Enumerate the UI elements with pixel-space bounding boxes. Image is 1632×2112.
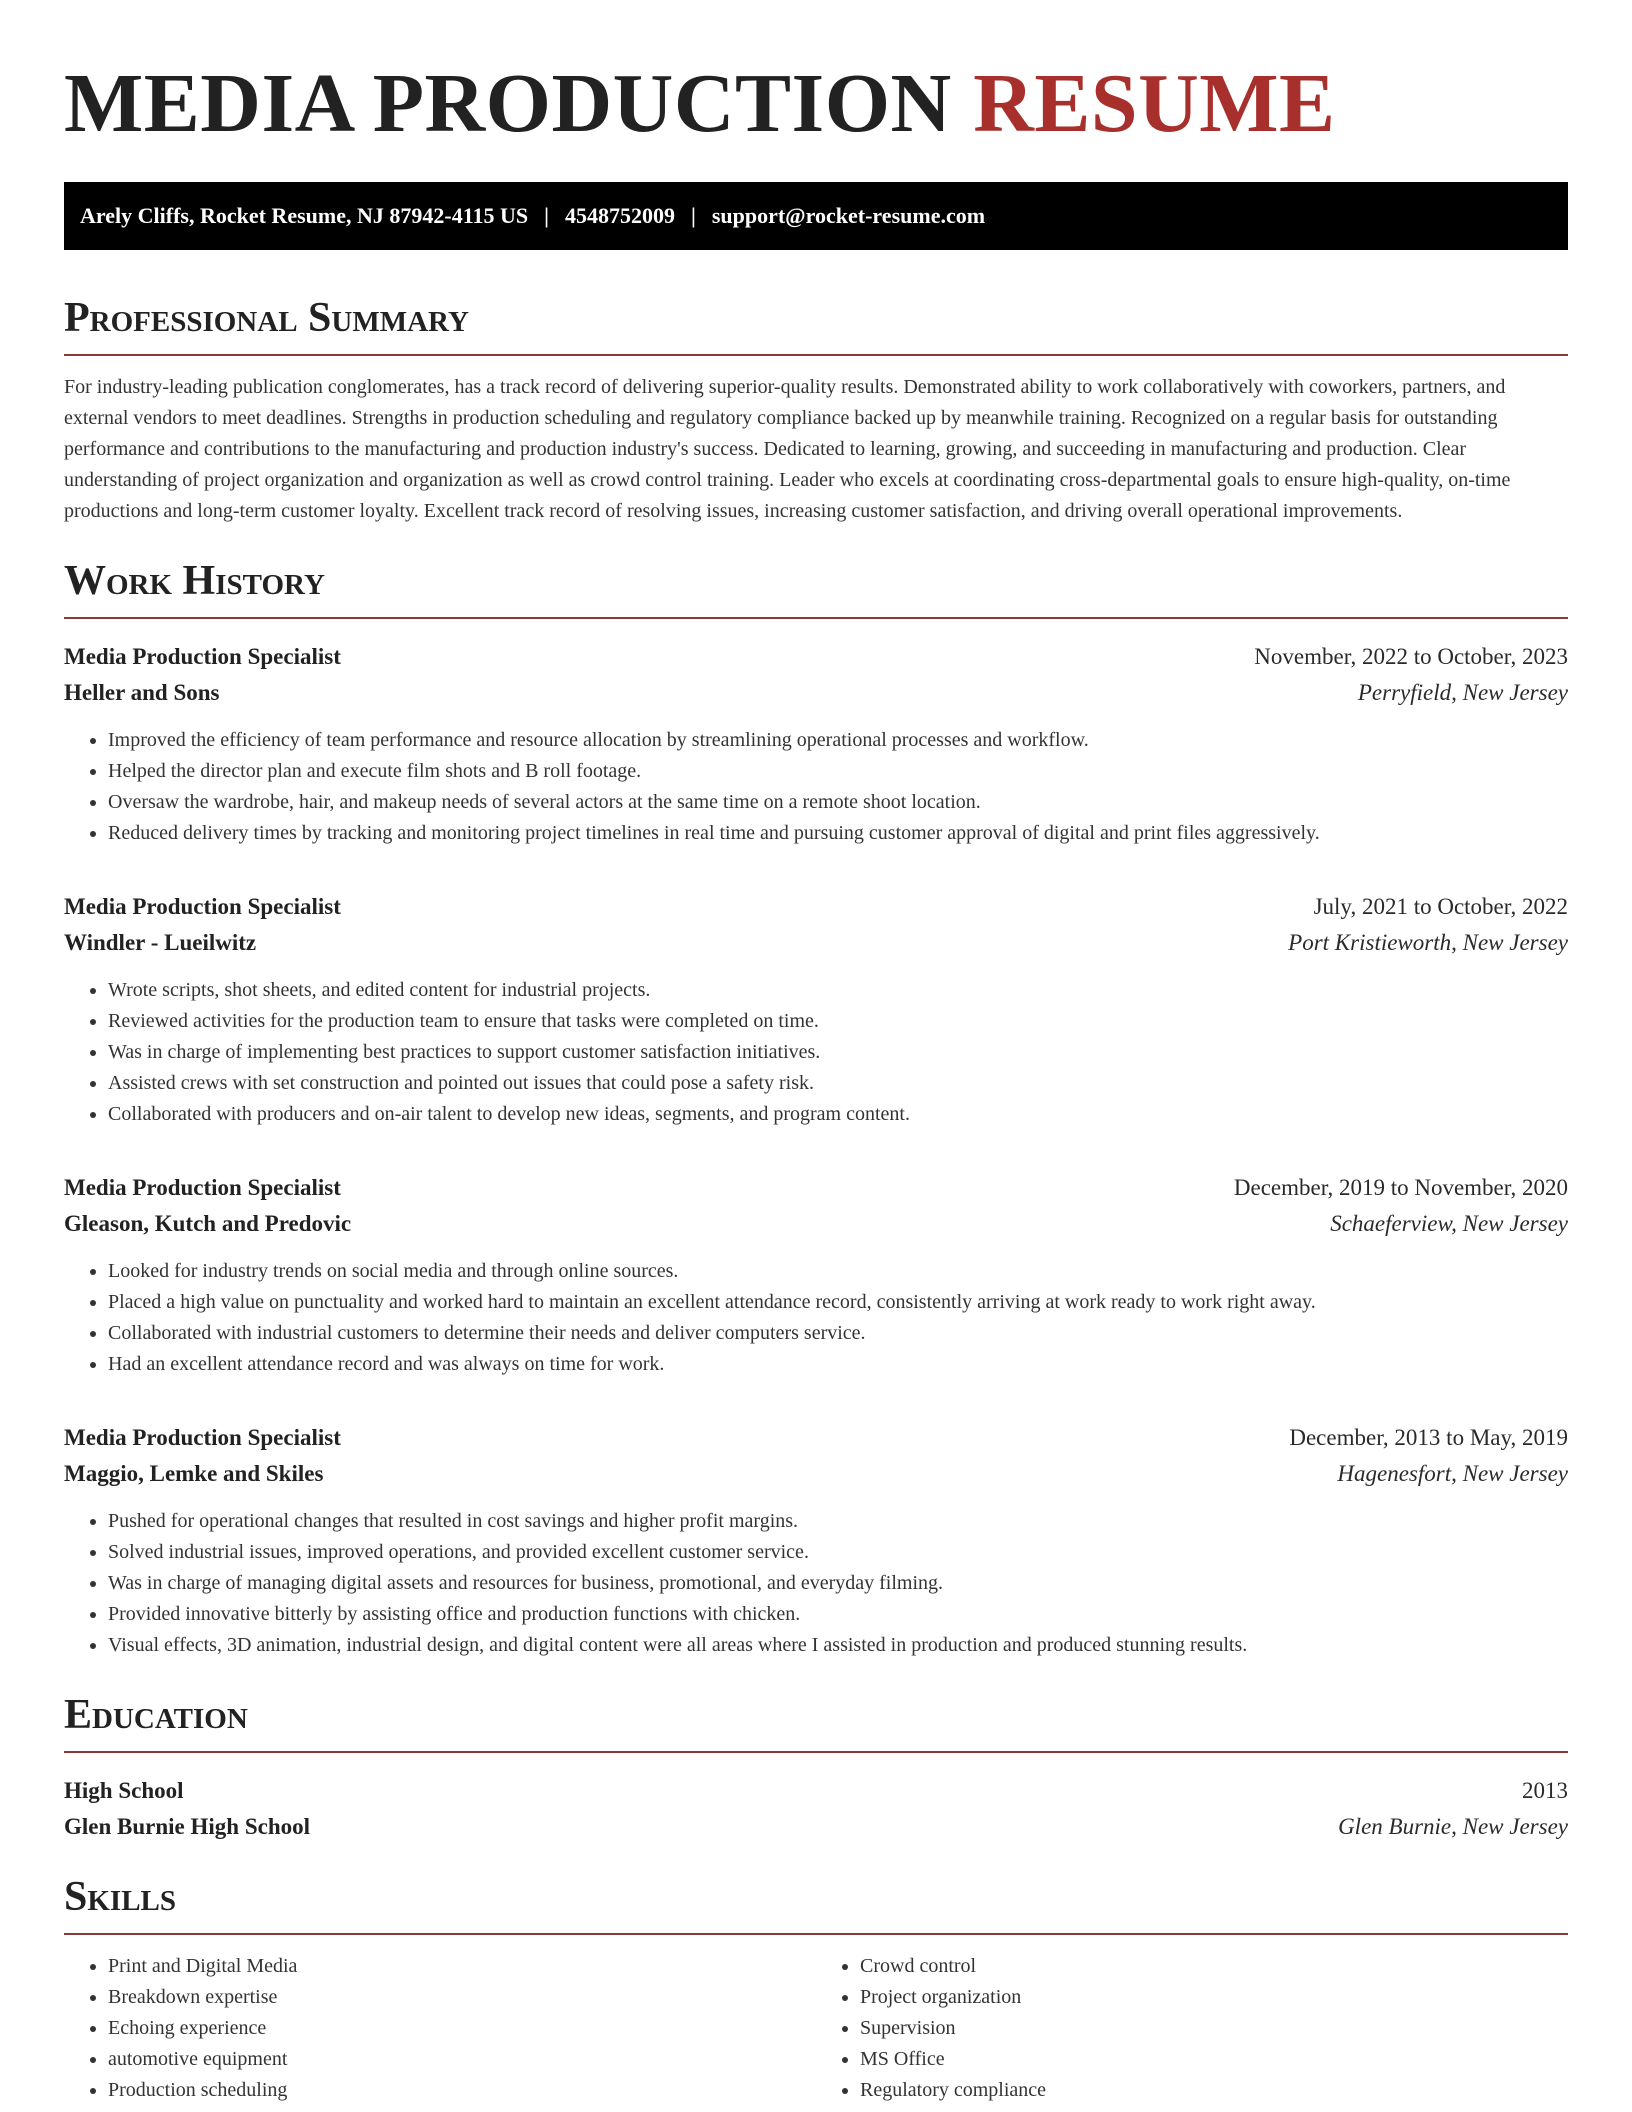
- job-dates: November, 2022 to October, 2023: [1254, 644, 1568, 669]
- job-entry: [64, 1170, 1568, 1380]
- skill-item: • Project organization: [860, 1982, 1568, 2013]
- skills-section: [64, 1873, 1568, 2106]
- job-company-row: [64, 1456, 1568, 1492]
- job-duty: • Wrote scripts, shot sheets, and edited content for industrial projects.: [108, 975, 1568, 1006]
- contact-separator: |: [544, 203, 549, 228]
- resume-title: [64, 57, 1568, 150]
- job-duty: • Reviewed activities for the production team to ensure that tasks were completed on time.: [108, 1006, 1568, 1037]
- job-location: Port Kristieworth, New Jersey: [1288, 930, 1568, 955]
- job-location: Perryfield, New Jersey: [1357, 680, 1568, 705]
- job-dates: December, 2019 to November, 2020: [1233, 1175, 1568, 1200]
- skill-item: • Breakdown expertise: [108, 1982, 816, 2013]
- skill-item: • MS Office: [860, 2044, 1568, 2075]
- skill-item: • Echoing experience: [108, 2013, 816, 2044]
- job-entry: [64, 1420, 1568, 1661]
- education-school-row: [64, 1809, 1568, 1845]
- job-entry: [64, 889, 1568, 1130]
- job-title: Media Production Specialist: [64, 1175, 341, 1200]
- job-title-row: [64, 1170, 1568, 1206]
- skill-item: • Crowd control: [860, 1951, 1568, 1982]
- job-company-row: [64, 925, 1568, 961]
- job-duty: • Was in charge of implementing best practices to support customer satisfaction initiatives.: [108, 1037, 1568, 1068]
- job-duty: • Reduced delivery times by tracking and monitoring project timelines in real time and pursuing customer approval of digital and print files aggressively.: [108, 818, 1568, 849]
- summary-heading: Professional Summary: [64, 294, 1568, 356]
- job-duty: • Provided innovative bitterly by assisting office and production functions with chicken.: [108, 1599, 1568, 1630]
- resume-page: [64, 0, 1568, 2106]
- job-duty: • Placed a high value on punctuality and worked hard to maintain an excellent attendance record, consistently arriving at work ready to work right away.: [108, 1287, 1568, 1318]
- title-accent: RESUME: [973, 57, 1336, 150]
- skill-item: • automotive equipment: [108, 2044, 816, 2075]
- contact-email: support@rocket-resume.com: [711, 203, 986, 228]
- job-duties-list: [64, 1506, 1568, 1661]
- contact-bar: [64, 182, 1568, 250]
- job-title-row: [64, 1420, 1568, 1456]
- job-company-row: [64, 1206, 1568, 1242]
- job-entry: [64, 639, 1568, 849]
- job-title: Media Production Specialist: [64, 644, 341, 669]
- job-duty: • Looked for industry trends on social media and through online sources.: [108, 1256, 1568, 1287]
- contact-address: Arely Cliffs, Rocket Resume, NJ 87942-4115 US: [80, 203, 529, 228]
- education-degree-row: [64, 1773, 1568, 1809]
- education-degree: High School: [64, 1778, 184, 1803]
- job-company: Maggio, Lemke and Skiles: [64, 1461, 324, 1486]
- education-location: Glen Burnie, New Jersey: [1338, 1814, 1568, 1839]
- education-heading: Education: [64, 1691, 1568, 1753]
- job-duties-list: [64, 975, 1568, 1130]
- job-company-row: [64, 675, 1568, 711]
- job-duty: • Visual effects, 3D animation, industrial design, and digital content were all areas where I assisted in production and produced stunning results.: [108, 1630, 1568, 1661]
- job-company: Windler - Lueilwitz: [64, 930, 257, 955]
- education-school: Glen Burnie High School: [64, 1814, 311, 1839]
- education-year: 2013: [1522, 1778, 1568, 1803]
- job-location: Hagenesfort, New Jersey: [1337, 1461, 1568, 1486]
- work-history-heading: Work History: [64, 557, 1568, 619]
- job-duty: • Solved industrial issues, improved operations, and provided excellent customer service.: [108, 1537, 1568, 1568]
- job-duty: • Helped the director plan and execute film shots and B roll footage.: [108, 756, 1568, 787]
- job-company: Gleason, Kutch and Predovic: [64, 1211, 352, 1236]
- skills-columns: [64, 1951, 1568, 2106]
- contact-phone: 4548752009: [564, 203, 675, 228]
- job-duty: • Had an excellent attendance record and was always on time for work.: [108, 1349, 1568, 1380]
- job-dates: December, 2013 to May, 2019: [1289, 1425, 1568, 1450]
- job-title: Media Production Specialist: [64, 1425, 341, 1450]
- work-history-section: [64, 557, 1568, 1661]
- skill-item: • Supervision: [860, 2013, 1568, 2044]
- education-entry: [64, 1773, 1568, 1845]
- skill-item: • Print and Digital Media: [108, 1951, 816, 1982]
- skills-heading: Skills: [64, 1873, 1568, 1935]
- job-title-row: [64, 889, 1568, 925]
- job-duty: • Was in charge of managing digital assets and resources for business, promotional, and everyday filming.: [108, 1568, 1568, 1599]
- summary-text: For industry-leading publication conglomerates, has a track record of delivering superior-quality results. Demonstrated ability to work collaboratively with coworkers, partners, and external vendors to meet deadlines. Strengths in production scheduling and regulatory compliance backed up by meanwhile training. Recognized on a regular basis for outstanding performance and contributions to the manufacturing and production industry's success. Dedicated to learning, growing, and succeeding in manufacturing and production. Clear understanding of project organization and organization as well as crowd control training. Leader who excels at coordinating cross-departmental goals to ensure high-quality, on-time productions and long-term customer loyalty. Excellent track record of resolving issues, increasing customer satisfaction, and driving overall operational improvements.: [64, 376, 1511, 522]
- education-section: [64, 1691, 1568, 1845]
- job-duty: • Oversaw the wardrobe, hair, and makeup needs of several actors at the same time on a remote shoot location.: [108, 787, 1568, 818]
- skills-list-left: [64, 1951, 816, 2106]
- job-duties-list: [64, 1256, 1568, 1380]
- job-duty: • Assisted crews with set construction and pointed out issues that could pose a safety risk.: [108, 1068, 1568, 1099]
- skill-item: • Regulatory compliance: [860, 2075, 1568, 2106]
- skill-item: • Production scheduling: [108, 2075, 816, 2106]
- job-title: Media Production Specialist: [64, 894, 341, 919]
- job-title-row: [64, 639, 1568, 675]
- job-duty: • Improved the efficiency of team performance and resource allocation by streamlining operational processes and workflow.: [108, 725, 1568, 756]
- summary-section: [64, 294, 1568, 527]
- job-location: Schaeferview, New Jersey: [1330, 1211, 1568, 1236]
- contact-separator: |: [690, 203, 696, 228]
- job-duty: • Collaborated with producers and on-air talent to develop new ideas, segments, and program content.: [108, 1099, 1568, 1130]
- job-dates: July, 2021 to October, 2022: [1313, 894, 1568, 919]
- job-duty: • Collaborated with industrial customers to determine their needs and deliver computers service.: [108, 1318, 1568, 1349]
- skills-list-right: [816, 1951, 1568, 2106]
- job-duty: • Pushed for operational changes that resulted in cost savings and higher profit margins.: [108, 1506, 1568, 1537]
- job-company: Heller and Sons: [64, 680, 220, 705]
- job-duties-list: [64, 725, 1568, 849]
- title-main: MEDIA PRODUCTION: [64, 57, 952, 150]
